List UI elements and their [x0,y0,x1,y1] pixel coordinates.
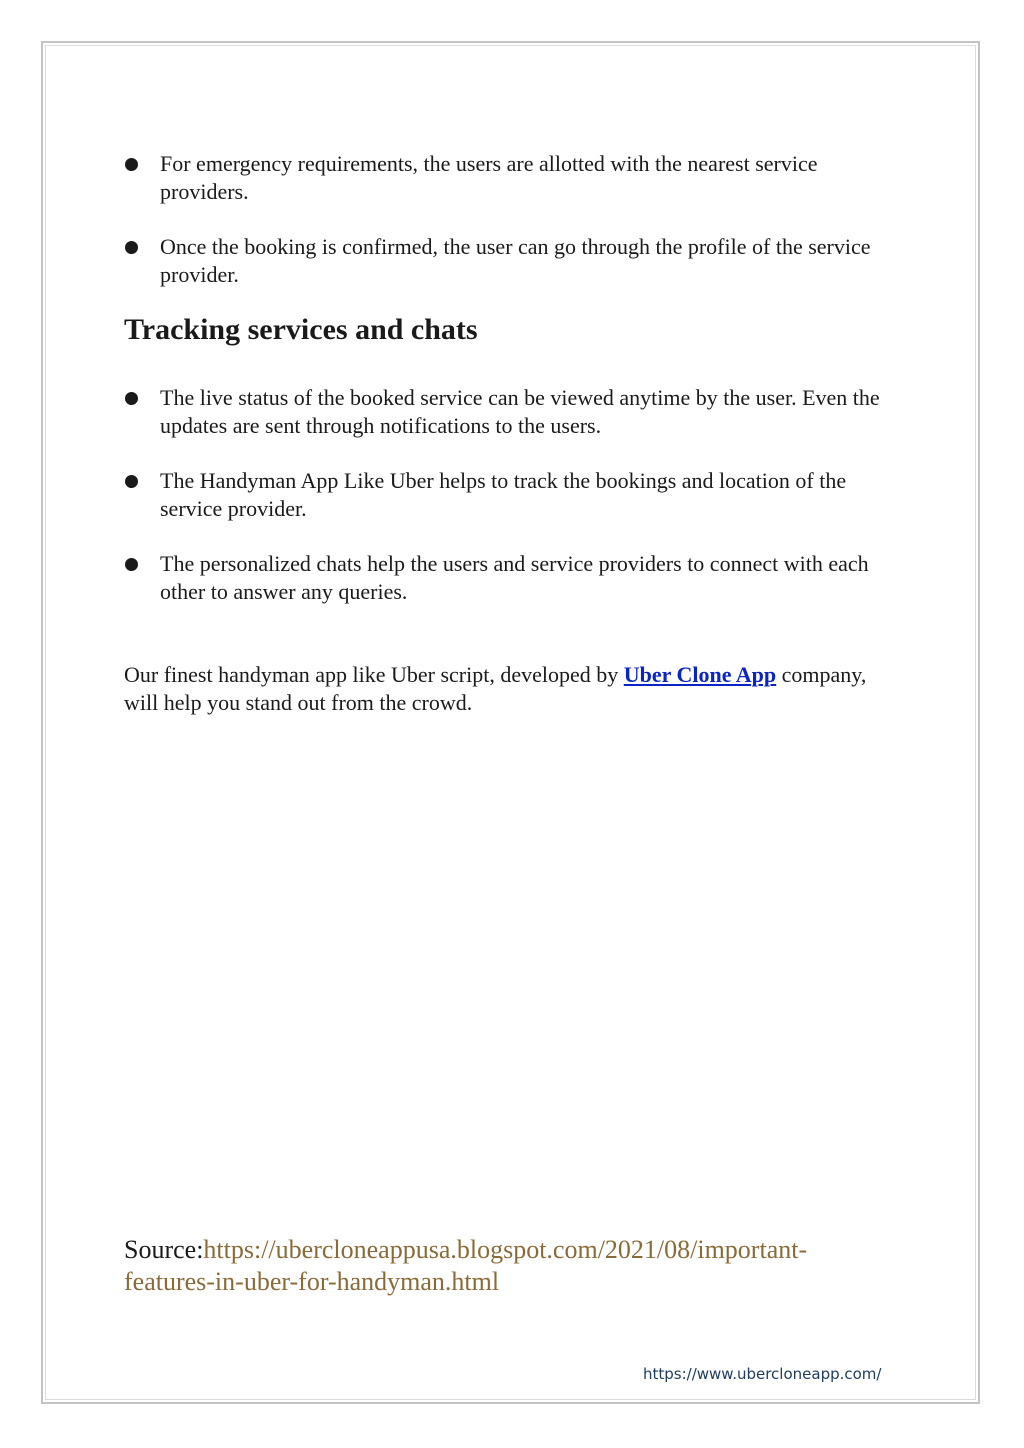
list-item [124,550,904,606]
list-item-text: For emergency requirements, the users are allotted with the nearest service providers. [160,151,818,204]
bullet-icon [125,475,138,488]
closing-text-before: Our finest handyman app like Uber script, developed by [124,662,624,687]
list-item [124,467,904,523]
list-item-text: The personalized chats help the users and service providers to connect with each other to answer any queries. [160,551,869,604]
source-label: Source: [124,1235,204,1264]
uber-clone-app-link[interactable]: Uber Clone App [623,662,777,687]
bullet-icon [125,392,138,405]
list-item [124,233,904,289]
source-link[interactable]: https://ubercloneappusa.blogspot.com/2021/08/important-features-in-uber-for-handyman.html [124,1235,808,1296]
list-item [124,150,904,206]
document-body [124,150,904,717]
bullet-list-intro [124,150,904,289]
closing-text-after: company, will help you stand out from the crowd. [124,662,867,715]
bullet-list-tracking [124,384,904,606]
list-item-text: The Handyman App Like Uber helps to track the bookings and location of the service provider. [160,468,847,521]
bullet-icon [125,558,138,571]
list-item [124,384,904,440]
footer-link[interactable]: https://www.ubercloneapp.com/ [643,1365,882,1383]
bullet-icon [125,241,138,254]
closing-paragraph [124,661,904,717]
list-item-text: Once the booking is confirmed, the user can go through the profile of the service provider. [160,234,871,287]
bullet-icon [125,158,138,171]
source-line [124,1234,884,1298]
section-heading: Tracking services and chats [124,313,478,346]
list-item-text: The live status of the booked service can be viewed anytime by the user. Even the updates are sent through notifications to the users. [160,385,880,438]
